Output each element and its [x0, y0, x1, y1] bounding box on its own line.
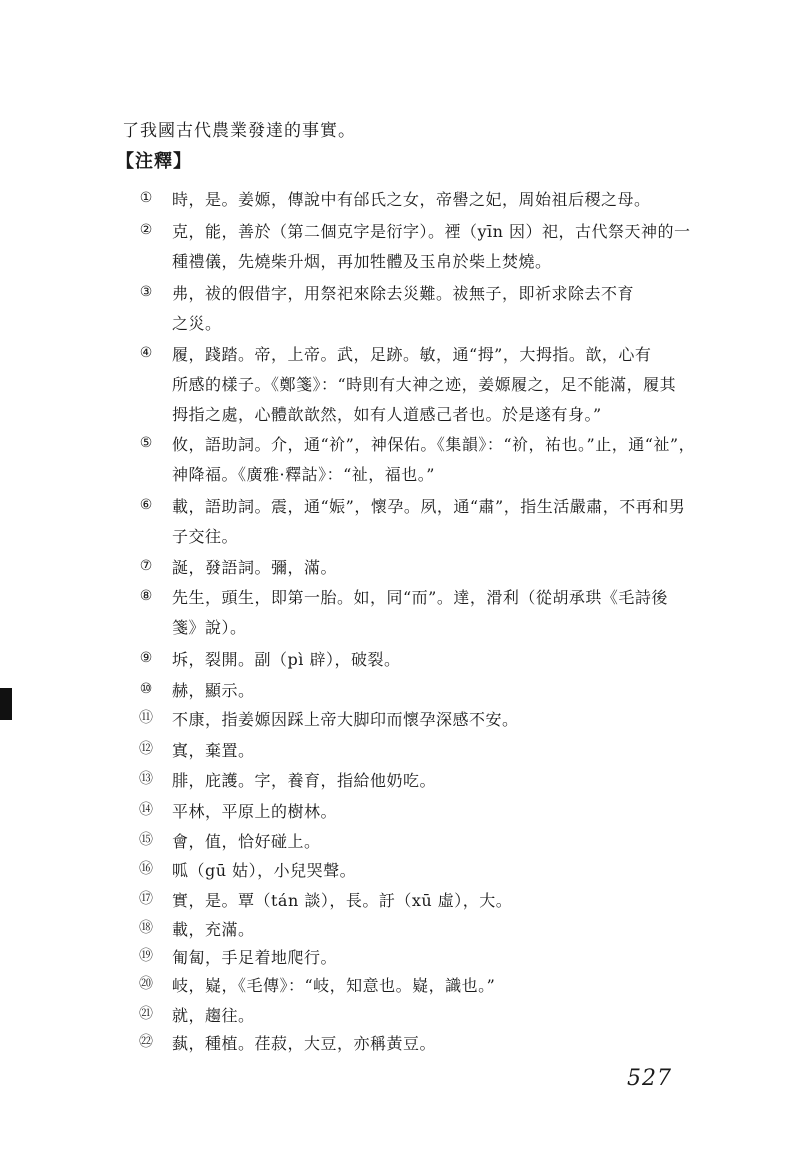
note-text-line: 腓，庇護。字，養育，指給他奶吃。 [172, 771, 437, 790]
intro-text: 了我國古代農業發達的事實。 [122, 121, 356, 141]
note-number: ⑧ [139, 588, 153, 604]
note-text-line: 呱（gū 姑），小兒哭聲。 [172, 861, 357, 880]
note-number: ㉑ [139, 1006, 153, 1022]
note-text-line: 寘，棄置。 [172, 741, 255, 760]
note-text-line: 平林，平原上的樹林。 [172, 802, 338, 821]
page-number: 527 [627, 1066, 672, 1091]
note-text-line: 種禮儀，先燒柴升烟，再加牲體及玉帛於柴上焚燒。 [172, 252, 552, 271]
note-number: ⑮ [139, 832, 153, 848]
scan-edge-mark [0, 688, 12, 720]
note-number: ⑭ [139, 802, 153, 818]
note-text-line: 不康，指姜嫄因踩上帝大脚印而懷孕深感不安。 [172, 710, 519, 729]
note-text-line: 會，值，恰好碰上。 [172, 832, 321, 851]
note-text-line: 克，能，善於（第二個克字是衍字）。禋（yīn 因）祀，古代祭天神的一 [172, 222, 691, 241]
note-text-line: 岐，嶷，《毛傳》：“岐，知意也。嶷，識也。” [172, 976, 496, 995]
note-text-line: 弗，祓的假借字，用祭祀來除去災難。祓無子，即祈求除去不育 [172, 284, 635, 303]
note-text-line: 時，是。姜嫄，傳說中有邰氏之女，帝嚳之妃，周始祖后稷之母。 [172, 190, 651, 209]
note-text-line: 先生，頭生，即第一胎。如，同“而”。達，滑利（從胡承珙《毛詩後 [172, 588, 668, 607]
note-text-line: 子交往。 [172, 527, 239, 546]
note-number: ⑨ [139, 650, 153, 666]
note-text-line: 匍匐，手足着地爬行。 [172, 948, 338, 967]
note-text-line: 攸，語助詞。介，通“祄”，神保佑。《集韻》：“祄，祐也。”止，通“祉”， [172, 435, 696, 454]
note-text-line: 誕，發語詞。彌，滿。 [172, 558, 338, 577]
note-text-line: 之災。 [172, 314, 222, 333]
note-text-line: 履，踐踏。帝，上帝。武，足跡。敏，通“拇”，大拇指。歆，心有 [172, 345, 652, 364]
note-text-line: 神降福。《廣雅·釋詁》：“祉，福也。” [172, 465, 435, 484]
note-text-line: 蓺，種植。荏菽，大豆，亦稱黃豆。 [172, 1034, 437, 1053]
note-text-line: 實，是。覃（tán 談），長。訏（xū 虛），大。 [172, 891, 513, 910]
note-number: ④ [139, 345, 153, 361]
note-number: ⑱ [139, 920, 153, 936]
note-number: ③ [139, 284, 153, 300]
note-text-line: 就，趨往。 [172, 1006, 255, 1025]
note-text-line: 坼，裂開。副（pì 辟），破裂。 [172, 650, 401, 669]
note-number: ⑪ [139, 710, 153, 726]
note-number: ⑥ [139, 497, 153, 513]
note-number: ⑬ [139, 771, 153, 787]
note-number: ⑦ [139, 558, 153, 574]
note-text-line: 箋》說）。 [172, 618, 247, 637]
note-text-line: 載，語助詞。震，通“娠”，懷孕。夙，通“肅”，指生活嚴肅，不再和男 [172, 497, 686, 516]
notes-heading: 【注釋】 [116, 151, 192, 172]
note-number: ⑫ [139, 741, 153, 757]
note-text-line: 赫，顯示。 [172, 681, 255, 700]
note-number: ㉒ [139, 1034, 153, 1050]
note-text-line: 拇指之處，心體歆歆然，如有人道感己者也。於是遂有身。” [172, 405, 602, 424]
note-number: ② [139, 222, 153, 238]
note-number: ⑳ [139, 976, 153, 992]
note-number: ⑯ [139, 861, 153, 877]
note-number: ⑩ [139, 681, 153, 697]
note-number: ① [139, 190, 153, 206]
note-text-line: 載，充滿。 [172, 920, 255, 939]
note-number: ⑰ [139, 891, 153, 907]
note-number: ⑤ [139, 435, 153, 451]
note-text-line: 所感的樣子。《鄭箋》：“時則有大神之迹，姜嫄履之，足不能滿，履其 [172, 375, 677, 394]
note-number: ⑲ [139, 948, 153, 964]
